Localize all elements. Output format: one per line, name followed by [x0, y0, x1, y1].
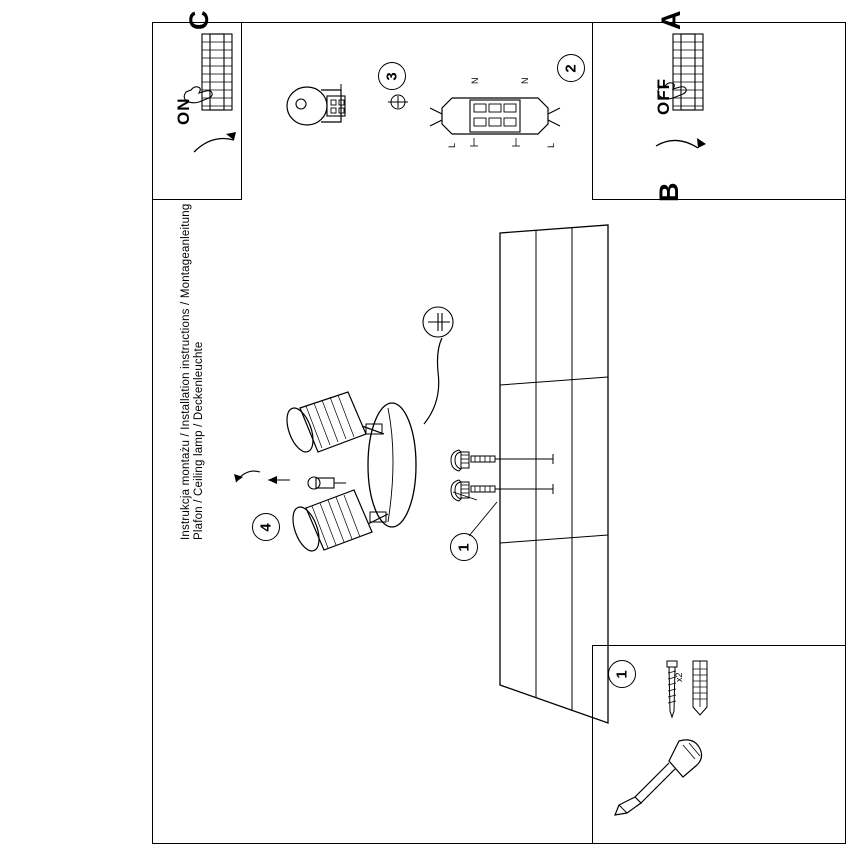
step-3-marker [378, 62, 406, 90]
step-2-marker [557, 54, 585, 82]
title-line-2: Plafon / Ceiling lamp / Deckenleuchte [193, 341, 205, 540]
kit-step-marker [608, 660, 636, 688]
kit-step-number: 1 [608, 660, 636, 688]
kit-hardware [655, 655, 725, 725]
panel-a-letter: A [656, 10, 686, 30]
panel-b-letter: B [654, 182, 684, 202]
cable-detail-icon [420, 305, 460, 339]
kit-quantity-label: x2 [674, 672, 684, 682]
document-title [170, 203, 205, 840]
step-4-marker [252, 513, 280, 541]
fixing-screws-graphic [425, 444, 565, 506]
terminal-label-l-right: L [546, 142, 556, 148]
panel-c-letter: C [184, 10, 214, 30]
step-1-leader [463, 500, 503, 540]
title-line-1: Instrukcja montażu / Installation instructions / Montageanleitung [180, 203, 192, 540]
terminal-label-n-right: N [520, 77, 530, 84]
terminal-label-n-left: N [470, 77, 480, 84]
step-number-2: 2 [557, 54, 585, 82]
step-number-1: 1 [450, 533, 478, 561]
instruction-sheet: A OFF C ON 3 N N L L 2 B 4 1 1 x2 Instrukcja montażu / Installation instructions / Montageanleitung Plafon / Ceiling lamp / Deckenleuchte [0, 0, 868, 868]
screwdriver-icon [605, 735, 715, 825]
step-number-4: 4 [252, 513, 280, 541]
lamp-assembly [270, 380, 430, 590]
step-number-3: 3 [378, 62, 406, 90]
bracket-graphic [283, 78, 363, 136]
step-3-leader [386, 92, 412, 112]
terminal-label-l-left: L [447, 142, 457, 148]
adjust-arrow [224, 462, 294, 498]
